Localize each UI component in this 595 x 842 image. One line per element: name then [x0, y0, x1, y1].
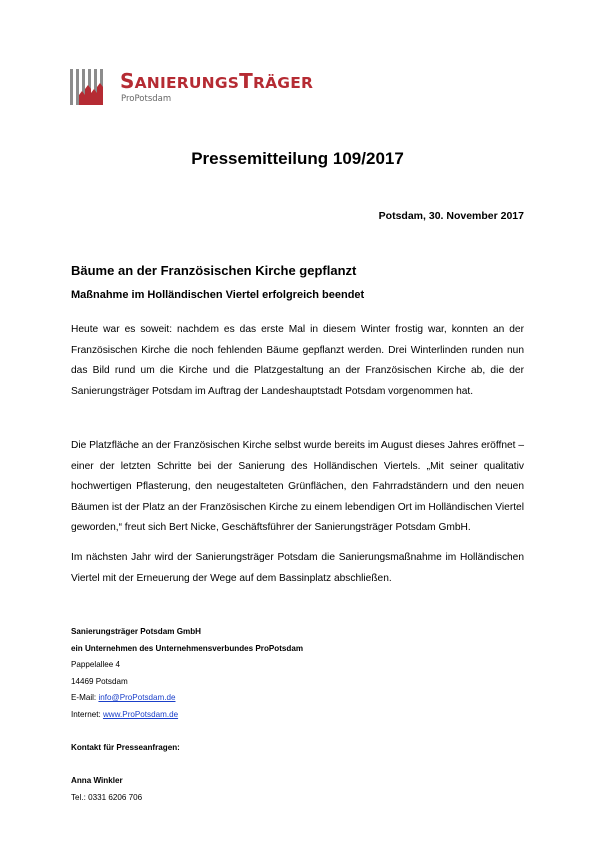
page-title: Pressemitteilung 109/2017 [191, 149, 404, 168]
internet-line [71, 707, 303, 724]
internet-label: Internet: [71, 709, 103, 719]
contact-phone: Tel.: 0331 6206 706 [71, 792, 143, 802]
email-line [71, 690, 303, 707]
company-logo [70, 69, 350, 105]
paragraph-1: Heute war es soweit: nachdem es das erste Mal in diesem Winter frostig war, konnten an der Französischen Kirche die noch fehlenden Bäume gepflanzt werden. Drei Winterlinden runden nun das Bild rund um die Kirche und die Platzgestaltung an der Französischen Kirche ab, die der Sanierungsträger Potsdam im Auftrag der Landeshauptstadt Potsdam vorgenommen hat. [71, 324, 524, 397]
street-address: Pappelallee 4 [71, 660, 121, 670]
brand-name: SANIERUNGSTRÄGER [120, 69, 314, 93]
headline: Bäume an der Französischen Kirche gepflanzt [71, 263, 357, 278]
press-date: Potsdam, 30. November 2017 [378, 210, 524, 222]
email-label: E-Mail: [71, 693, 99, 703]
contact-block [71, 624, 303, 807]
press-contact-heading: Kontakt für Presseanfragen: [71, 743, 180, 753]
contact-person: Anna Winkler [71, 776, 123, 786]
brand-subtitle: ProPotsdam [121, 94, 172, 104]
email-link[interactable]: info@ProPotsdam.de [98, 693, 176, 703]
website-link[interactable]: www.ProPotsdam.de [102, 709, 179, 719]
subheadline: Maßnahme im Holländischen Viertel erfolgreich beendet [71, 289, 365, 301]
paragraph-3: Im nächsten Jahr wird der Sanierungsträger Potsdam die Sanierungsmaßnahme im Holländischen Viertel mit der Erneuerung der Wege auf dem Bassinplatz abschließen. [71, 552, 524, 584]
company-group: ein Unternehmen des Unternehmensverbundes ProPotsdam [71, 643, 304, 653]
city-address: 14469 Potsdam [71, 676, 128, 686]
company-name: Sanierungsträger Potsdam GmbH [71, 627, 201, 636]
building-bars-icon [70, 69, 110, 105]
paragraph-2: Die Platzfläche an der Französischen Kirche selbst wurde bereits im August dieses Jahres eröffnet – einer der letzten Schritte bei der Sanierung des Holländischen Viertels. „Mit seiner qualitativ hochwertigen Pflasterung, den neugestalteten Grünflächen, den Fahrradständern und den neuen Bäumen ist der Platz an der Französischen Kirche zu einem lebendigen Ort im Holländischen Viertel geworden,“ freut sich Bert Nicke, Geschäftsführer der Sanierungsträger Potsdam GmbH. [71, 440, 524, 534]
